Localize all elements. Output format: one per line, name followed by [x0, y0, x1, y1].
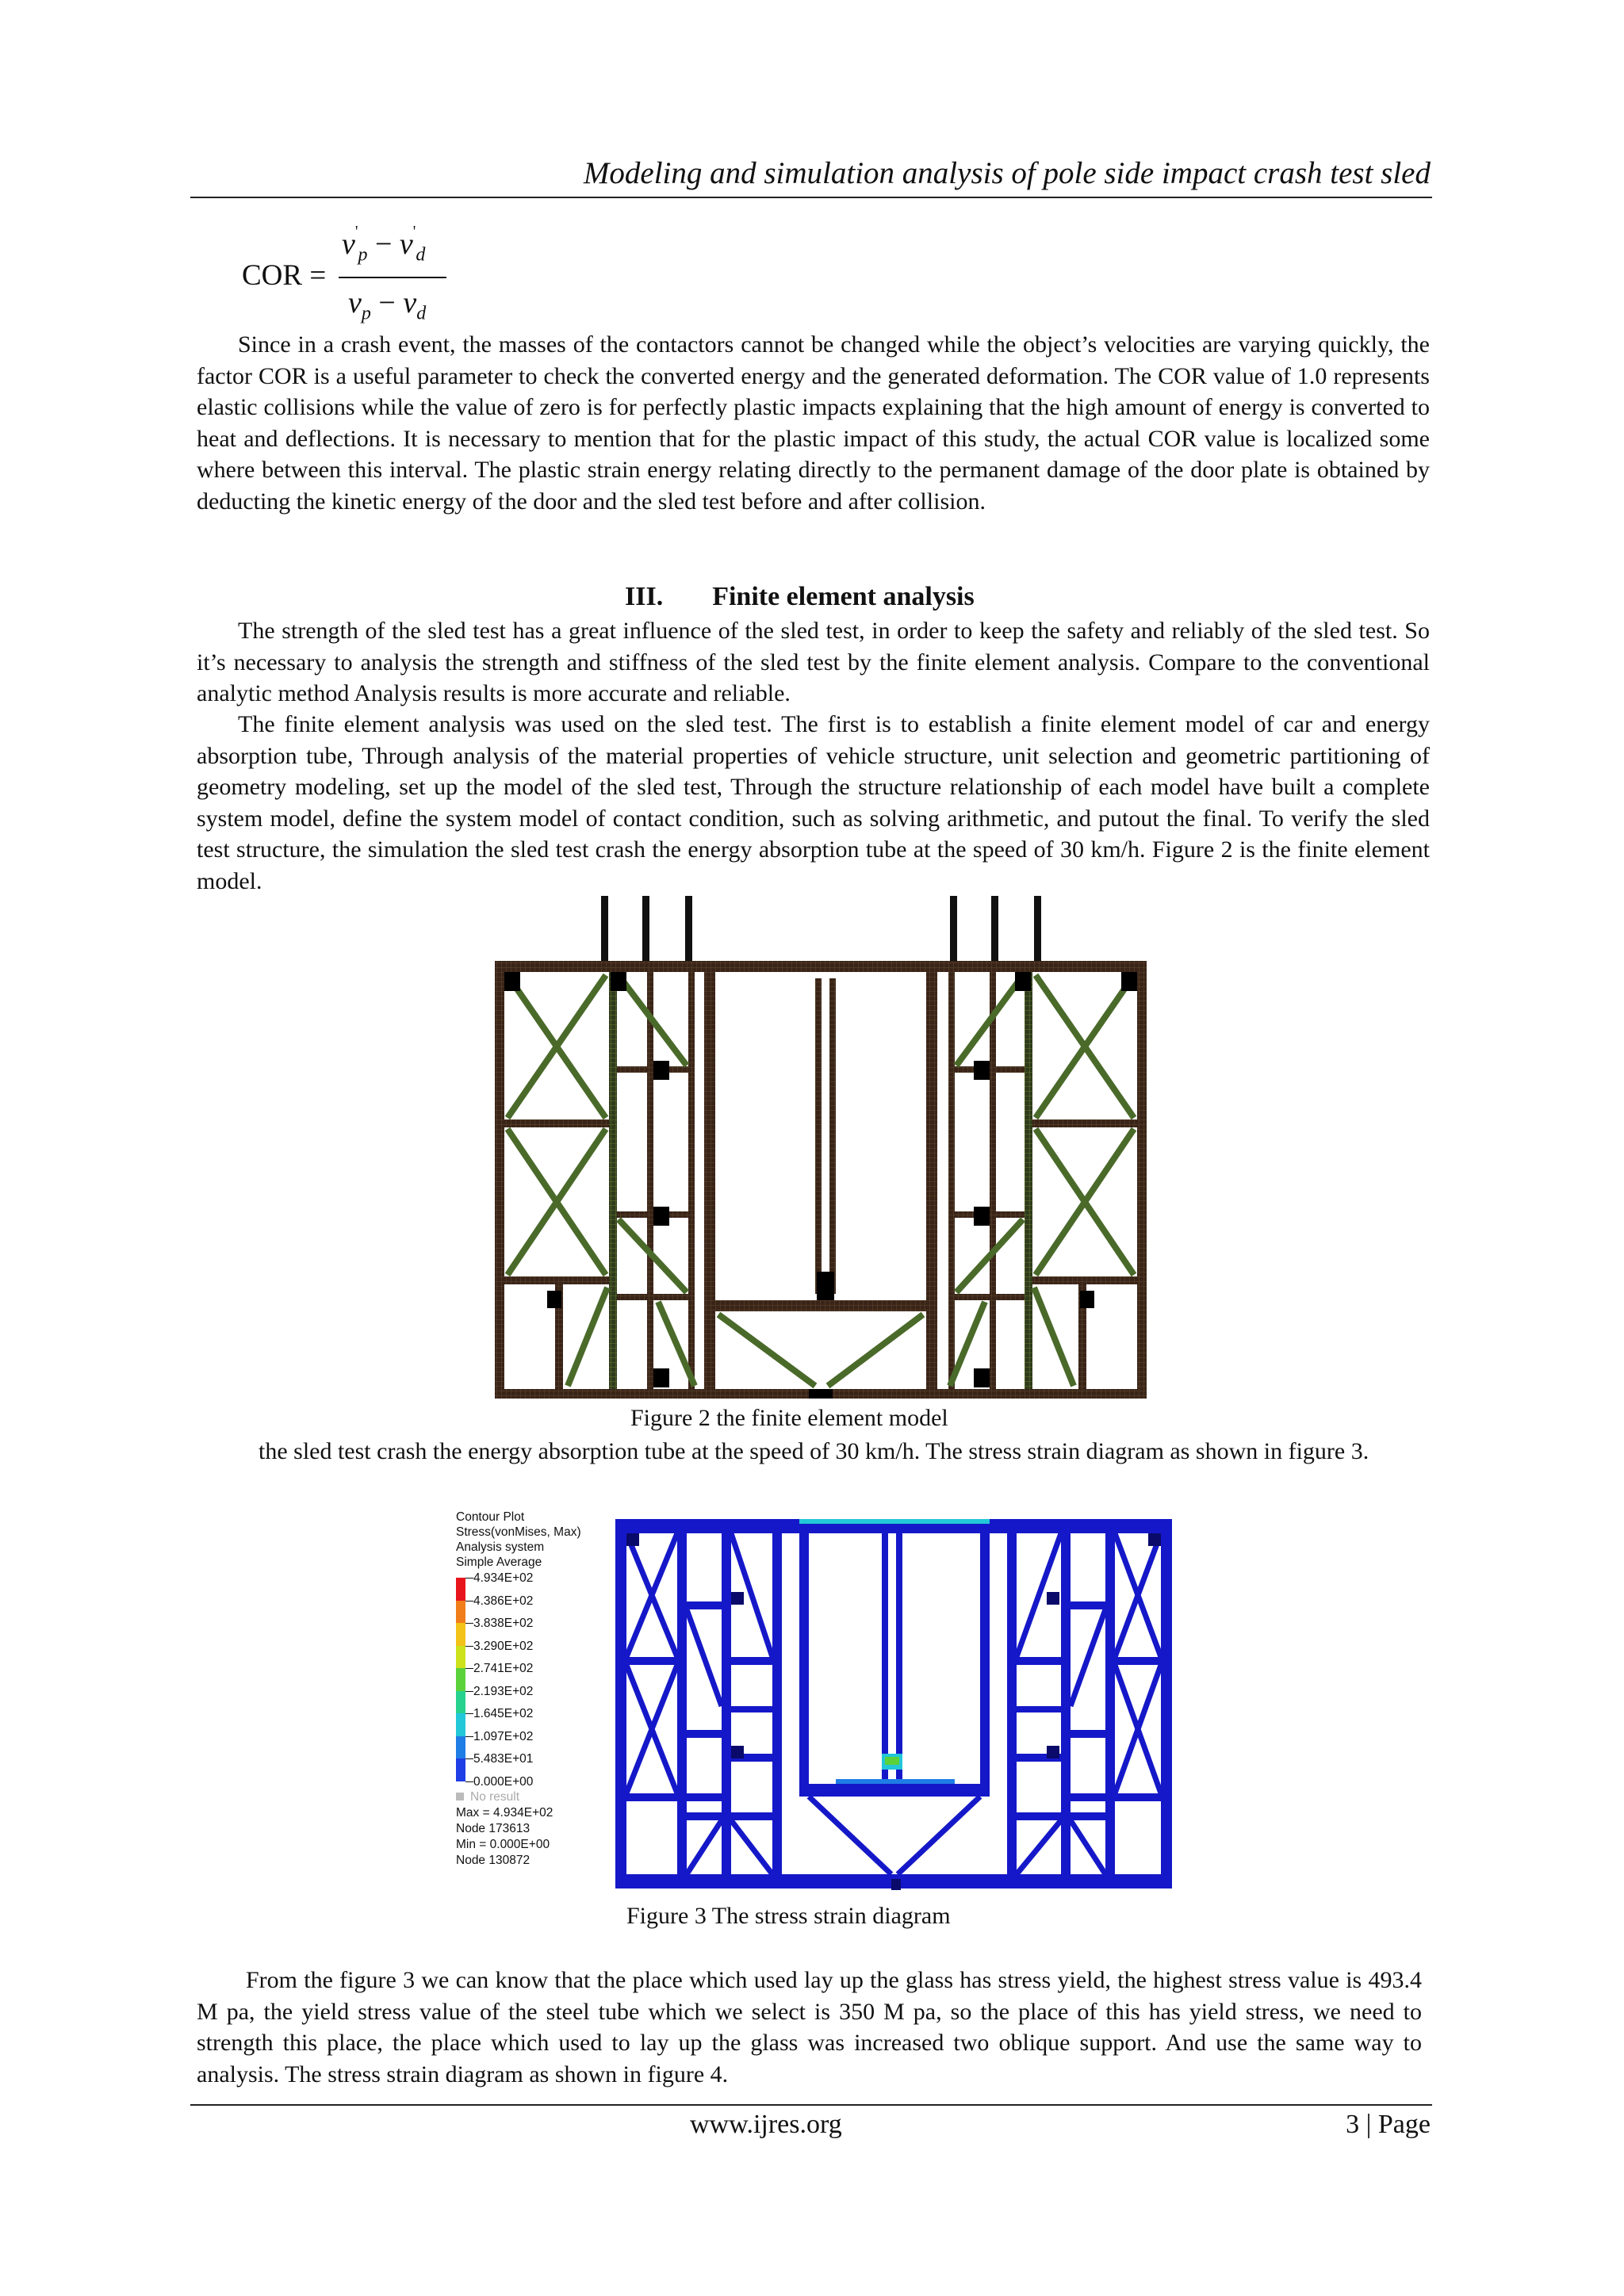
legend-tick — [465, 1668, 473, 1669]
legend-value: 3.290E+02 — [473, 1639, 534, 1653]
header-rule — [190, 197, 1432, 198]
legend-entry — [456, 1752, 607, 1775]
legend-no-result: No result — [456, 1789, 607, 1805]
paragraph-cor: Since in a crash event, the masses of the contactors cannot be changed while the object’s velocities are varying quickly, the factor COR is a useful parameter to check the converted energy and the generated deformation. The COR value of 1.0 represents elastic collisions while the value of zero is for perfectly plastic impacts explaining that the high amount of energy is converted to heat and deflections. It is necessary to mention that for the plastic impact of this study, the actual COR value is localized some where between this interval. The plastic strain energy relating directly to the permanent damage of the door plate is obtained by deducting the kinetic energy of the door and the sled test before and after collision. — [197, 331, 1430, 515]
footer-page-number: 3 | Page — [1346, 2110, 1431, 2139]
fraction-bar — [339, 277, 446, 278]
figure-3-stress-contour — [612, 1516, 1177, 1893]
figure-2-fe-model — [492, 896, 1150, 1403]
paragraph-crash: the sled test crash the energy absorption tube at the speed of 30 km/h. The stress strain diagram as shown in figure 3. — [259, 1438, 1369, 1464]
legend-entry — [456, 1707, 607, 1730]
legend-color-scale — [456, 1571, 607, 1789]
legend-tick — [465, 1623, 473, 1624]
legend-entry — [456, 1662, 607, 1685]
legend-tick — [465, 1713, 473, 1714]
legend-entry — [456, 1685, 607, 1708]
section-number: III. — [625, 582, 664, 611]
legend-tick — [465, 1646, 473, 1647]
section-title: Finite element analysis — [712, 582, 975, 611]
paragraph-fea: The finite element analysis was used on the sled test. The first is to establish a finite element model of car and energy absorption tube, Through analysis of the material properties of vehicle structure, unit selection and geometric partitioning of geometry modeling, set up the model of the sled test, Through the structure relationship of each model have built a complete system model, define the system model of contact condition, such as solving arithmetic, and putout the final. To verify the sled test structure, the simulation the sled test crash the energy absorption tube at the speed of 30 km/h. Figure 2 is the finite element model. — [197, 711, 1430, 894]
paragraph-strength: The strength of the sled test has a great influence of the sled test, in order to keep the safety and reliably of the sled test. So it’s necessary to analysis the strength and stiffness of the sled test by the finite element analysis. Compare to the conventional analytic method Analysis results is more accurate and reliable. — [197, 618, 1430, 706]
cor-equation — [242, 223, 464, 328]
footer-rule — [190, 2104, 1432, 2106]
legend-entry — [456, 1730, 607, 1753]
equation-numerator: $v'_p - v'_d$ — [342, 223, 426, 266]
legend-title-line: Simple Average — [456, 1556, 542, 1569]
equation-denominator: $v_p - v_d$ — [348, 286, 427, 324]
section-heading — [625, 582, 975, 612]
legend-tick — [465, 1758, 473, 1759]
legend-entry — [456, 1571, 607, 1594]
legend-title-line: Analysis system — [456, 1540, 545, 1554]
legend-min: Min = 0.000E+00 — [456, 1838, 550, 1851]
figure-2-caption: Figure 2 the finite element model — [630, 1405, 948, 1431]
legend-value: 2.193E+02 — [473, 1684, 534, 1698]
legend-title-line: Contour Plot — [456, 1510, 525, 1524]
stress-braces — [626, 1533, 1161, 1874]
legend-value: 3.838E+02 — [473, 1617, 534, 1630]
figure-3-legend — [456, 1510, 607, 1890]
header-title: Modeling and simulation analysis of pole side impact crash test sled — [583, 156, 1431, 190]
legend-tick — [465, 1781, 473, 1782]
legend-title-line: Stress(vonMises, Max) — [456, 1525, 581, 1539]
running-header — [190, 152, 1431, 195]
paragraph-yield: From the figure 3 we can know that the place which used lay up the glass has stress yield, the highest stress value is 493.4 M pa, the yield stress value of the steel tube which we select is 350 M pa, so the place of this has yield stress, we need to strength this place, the place which used to lay up the glass was increased two oblique support. And use the same way to analysis. The stress strain diagram as shown in figure 4. — [197, 1967, 1422, 2087]
legend-min-node: Node 130872 — [456, 1854, 530, 1867]
legend-entry — [456, 1640, 607, 1663]
legend-value: 2.741E+02 — [473, 1662, 534, 1675]
legend-value: 1.097E+02 — [473, 1729, 534, 1743]
equation-lhs: COR = — [242, 259, 327, 292]
figure-3-caption: Figure 3 The stress strain diagram — [626, 1903, 951, 1929]
legend-value: 0.000E+00 — [473, 1774, 534, 1789]
legend-tick — [465, 1736, 473, 1737]
legend-max-node: Node 173613 — [456, 1822, 530, 1835]
legend-value: 1.645E+02 — [473, 1707, 534, 1720]
stress-frame — [615, 1519, 1172, 1888]
legend-value: 4.386E+02 — [473, 1594, 534, 1608]
legend-entry — [456, 1594, 607, 1617]
legend-tick — [465, 1691, 473, 1692]
legend-entry — [456, 1775, 607, 1798]
legend-value: 4.934E+02 — [473, 1571, 534, 1585]
legend-entry — [456, 1617, 607, 1640]
fe-outer-frame — [495, 961, 1147, 1399]
legend-max: Max = 4.934E+02 — [456, 1806, 553, 1820]
stress-hotspots — [799, 1519, 990, 1784]
top-posts — [601, 896, 1041, 961]
legend-value: 5.483E+01 — [473, 1752, 534, 1766]
footer-url: www.ijres.org — [690, 2110, 842, 2139]
